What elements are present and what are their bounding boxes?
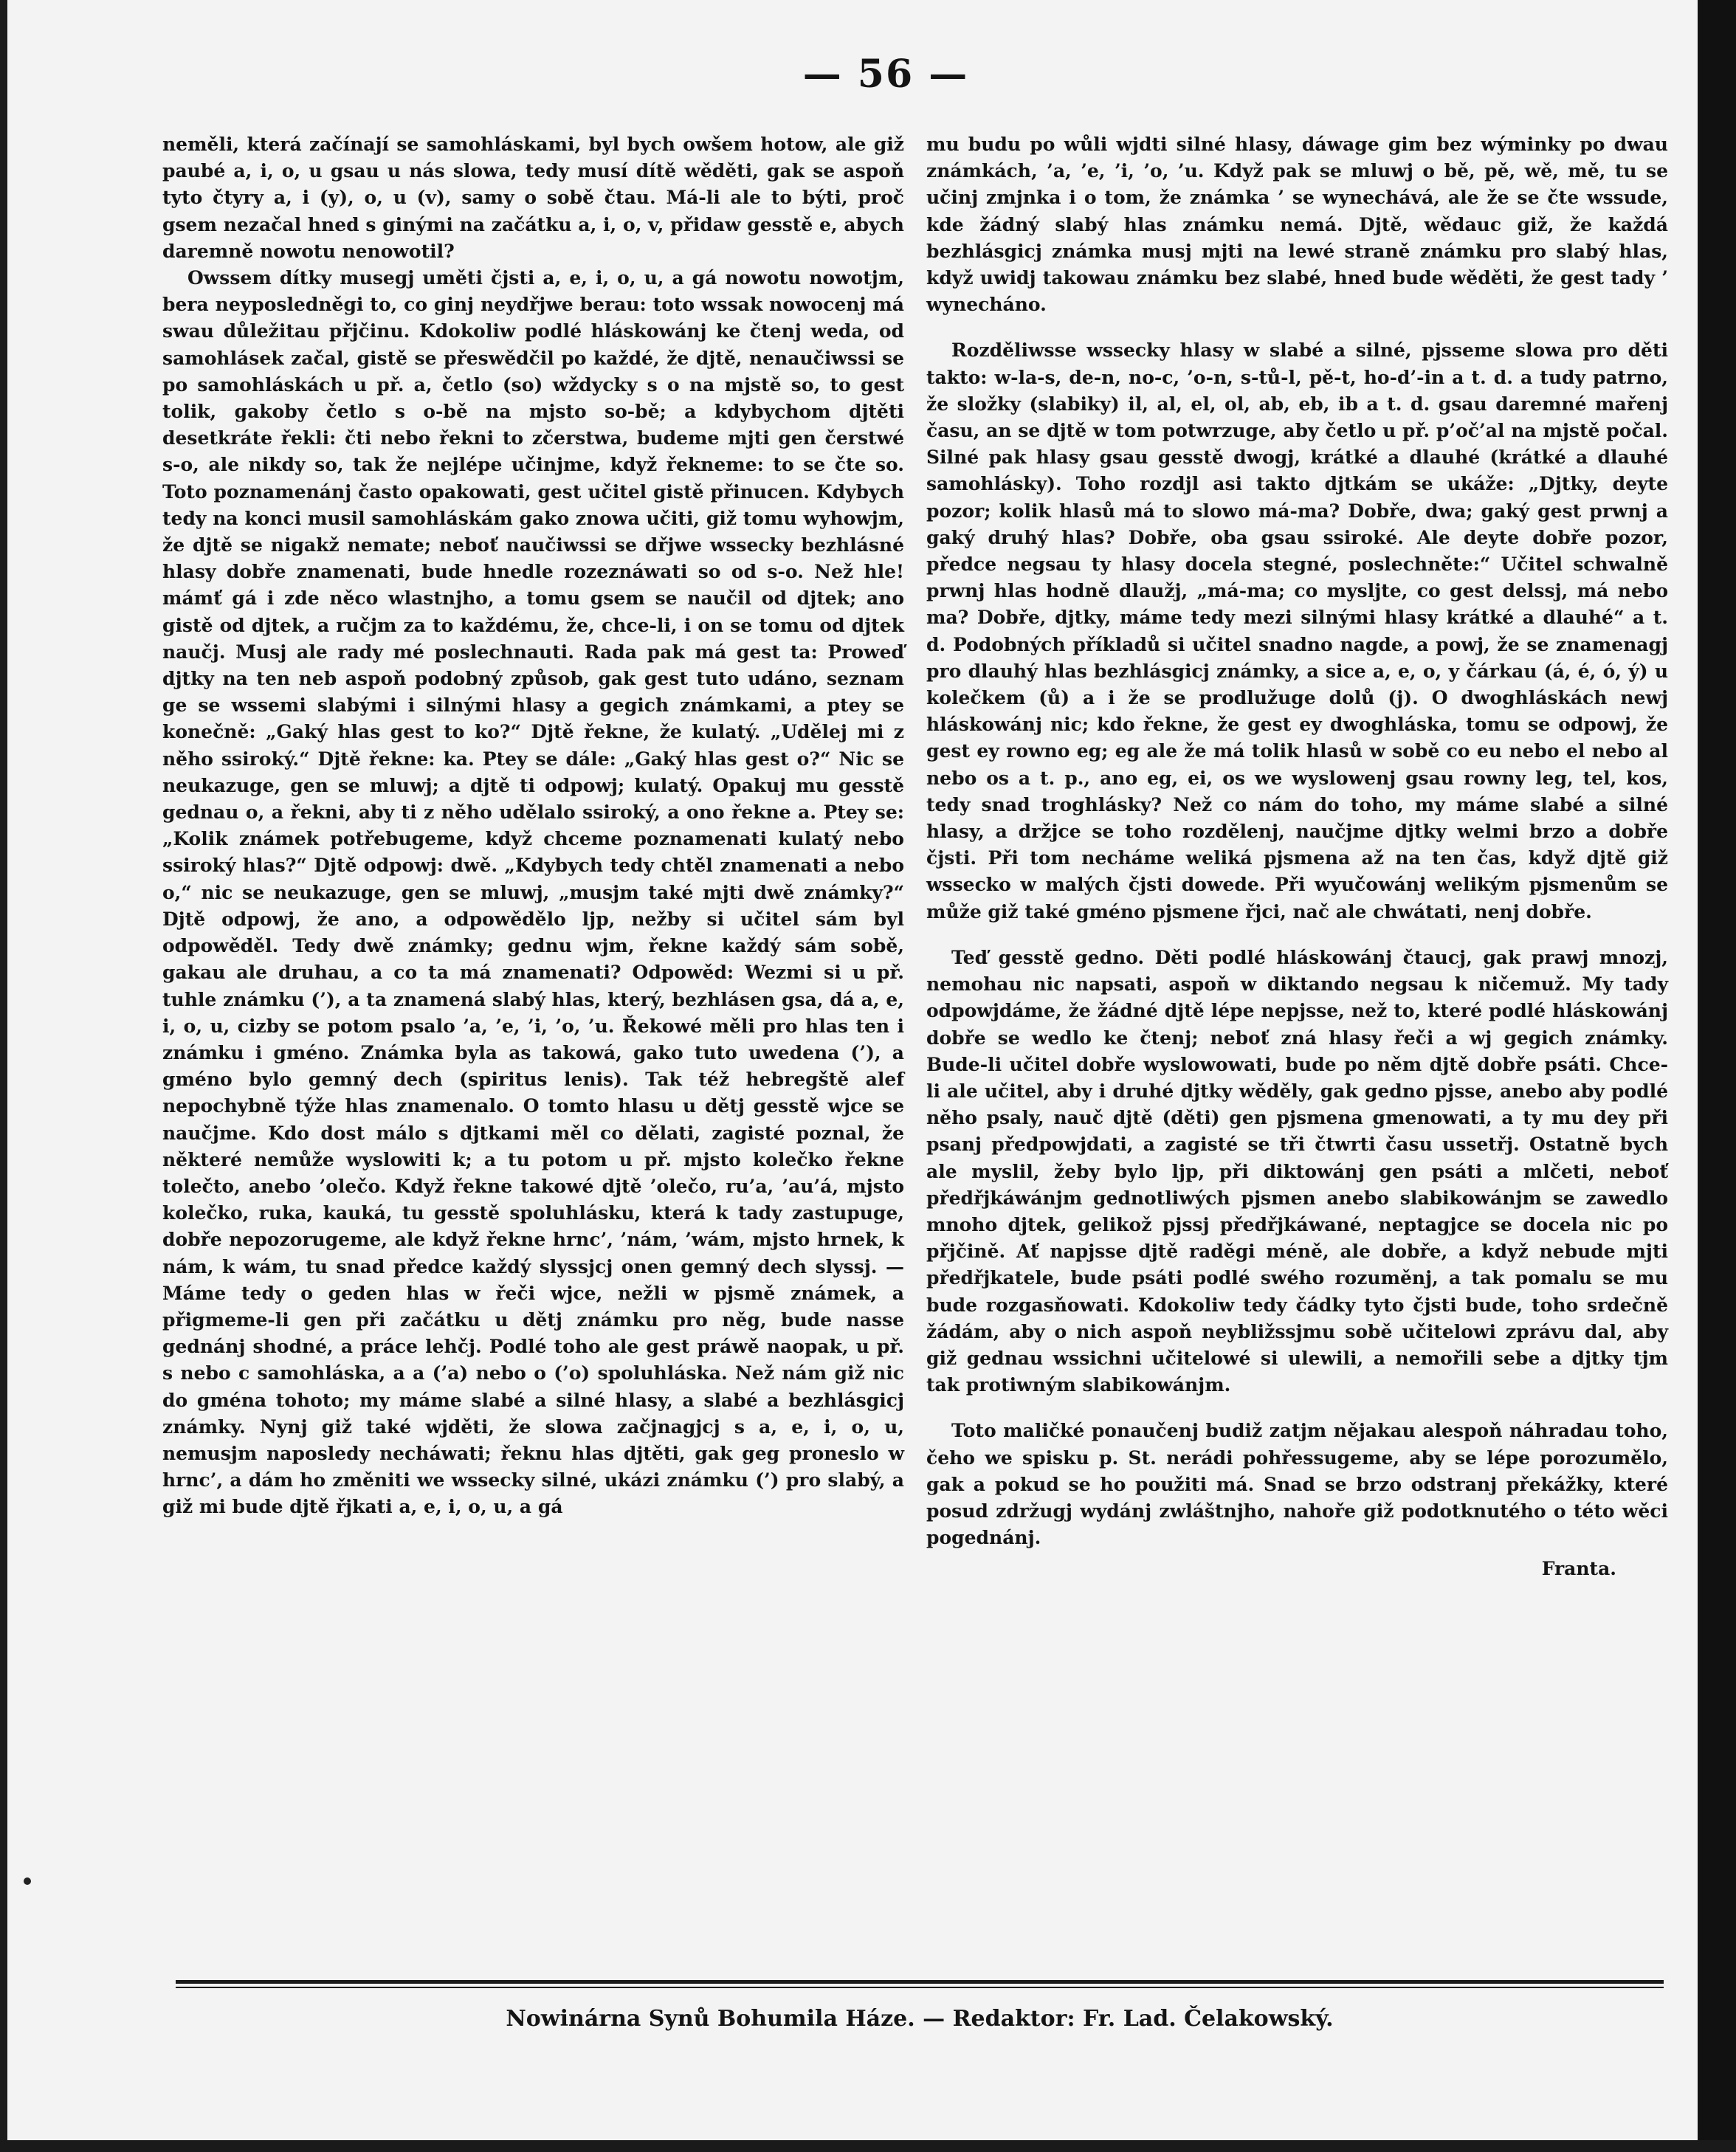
left-column [162,131,904,1521]
footer-rule-thin [176,1987,1664,1988]
paragraph: neměli, která začínají se samohláskami, byl bych owšem hotow, ale giž paubé a, i, o, u gsau u nás slowa, tedy musí dítě wěděti, gak se aspoň tyto čtyry a, i (y), o, u (v), samy o sobě čtau. Má-li ale to býti, proč gsem nezačal hned s ginými na začátku a, i, o, v, přidaw gesstě e, abych daremně nowotu nenowotil? [162,134,904,262]
page-number: — 56 — [802,52,969,97]
paragraph: mu budu po wůli wjdti silné hlasy, dáwage gim bez wýminky po dwau známkách, ’a, ’e, ’i, ’o, ’u. Když pak se mluwj o bě, pě, wě, mě, tu se učinj zmjnka i o tom, že známka ’ se wynechává, ale že se čte wssude, kde žádný slabý hlas známku nemá. Djtě, wědauc giž, že každá bezhlásgicj známka musj mjti na lewé straně známku pro slabý hlas, když uwidj takowau známku bez slabé, hned bude wěděti, že gest tady ’ wynecháno. [926,134,1668,316]
paragraph: Owssem dítky musegj uměti čjsti a, e, i, o, u, a gá nowotu nowotjm, bera neyposledněgi to, co ginj neydřjwe berau: toto wssak nowocenj má swau důležitau přjčinu. Kdokoliw podlé hláskowánj ke čtenj weda, od samohlásek začal, gistě se přeswědčil po každé, že djtě, nenaučiwssi se po samohláskách u př. a, četlo (so) wždycky s o na mjstě so, to gest tolik, gakoby četlo s o-bě na mjsto so-bě; a kdybychom djtěti desetkráte řekli: čti nebo řekni to zčerstwa, budeme mjti gen čerstwé s-o, ale nikdy so, tak že nejlépe učinjme, když řekneme: to se čte so. Toto poznamenánj často opakowati, gest učitel gistě přinucen. Kdybych tedy na konci musil samohláskám gako znowa učiti, giž tomu wyhowjm, že djtě se nigakž nemate; neboť naučiwssi se dřjwe wssecky bezhlásné hlasy dobře znamenati, bude hnedle rozeznáwati so od s-o. Než hle! mámť gá i zde něco wlastnjho, a tomu gsem se naučil od djtek; ano gistě od djtek, a ručjm za to každému, že, chce-li, i on se tomu od djtek naučj. Musj ale rady mé poslechnauti. Rada pak má gest ta: Proweď djtky na ten neb aspoň podobný způsob, gak gest tuto udáno, seznam ge se wssemi slabými i silnými hlasy a gegich známkami, a ptey se konečně: „Gaký hlas gest to ko?“ Djtě řekne, že kulatý. „Udělej mi z něho ssiroký.“ Djtě řekne: ka. Ptey se dále: „Gaký hlas gest o?“ Nic se neukazuge, gen se mluwj; a djtě ti odpowj; kulatý. Opakuj mu gesstě gednau o, a řekni, aby ti z něho udělalo ssiroký, a ono řekne a. Ptey se: „Kolik známek potřebugeme, když chceme poznamenati kulatý nebo ssiroký hlas?“ Djtě odpowj: dwě. „Kdybych tedy chtěl znamenati a nebo o,“ nic se neukazuge, gen se mluwj, „musjm také mjti dwě známky?“ Djtě odpowj, že ano, a odpowědělo ljp, nežby si učitel sám byl odpowěděl. Tedy dwě známky; gednu wjm, řekne každý sám sobě, gakau ale druhau, a co ta má znamenati? Odpowěd: Wezmi si u př. tuhle známku (’), a ta znamená slabý hlas, který, bezhlásen gsa, dá a, e, i, o, u, cizby se potom psalo ’a, ’e, ’i, ’o, ’u. Řekowé měli pro hlas ten i známku i gméno. Známka byla as takowá, gako tuto uwedena (’), a gméno bylo gemný dech (spiritus lenis). Tak též hebregště alef nepochybně týže hlas znamenalo. O tomto hlasu u dětj gesstě wjce se naučjme. Kdo dost málo s djtkami měl co dělati, zagisté poznal, že některé nemůže wyslowiti k; a tu potom u př. mjsto kolečko řekne tolečto, anebo ’olečo. Když řekne takowé djtě ’olečo, ru’a, ’au’á, mjsto kolečko, ruka, kauká, tu gesstě spoluhlásku, která k tady zastupuge, dobře nepozorugeme, ale když řekne hrnc’, ’nám, ’wám, mjsto hrnek, k nám, k wám, tu snad předce každý slyssjcj onen gemný dech slyssj. — Máme tedy o geden hlas w řeči wjce, nežli w pjsmě známek, a přigmeme-li gen při začátku u dětj známku pro něg, bude nasse gednánj shodné, a práce lehčj. Podlé toho ale gest práwě naopak, u př. s nebo c samohláska, a a (’a) nebo o (’o) spoluhláska. Než nám giž nic do gména tohoto; my máme slabé a silné hlasy, a slabé a bezhlásgicj známky. Nynj giž také wjděti, že slowa začjnagjcj s a, e, i, o, u, nemusjm naposledy necháwati; řeknu hlas djtěti, gak geg proneslo w hrnc’, a dám ho změniti we wssecky silné, ukázi známku (’) pro slabý, a giž mi bude djtě řjkati a, e, i, o, u, a gá [162,267,904,1518]
paragraph: Toto maličké ponaučenj budiž zatjm nějakau alespoň náhradau toho, čeho we spisku p. St. nerádi pohřessugeme, aby se lépe porozumělo, gak a pokud se ho použiti má. Snad se brzo odstranj překážky, které posud zdržugj wydánj zwláštnjho, nahoře giž podotknutého o této wěci pogednánj. [926,1420,1668,1549]
author-signature: Franta. [1541,1558,1616,1580]
paragraph: Rozděliwsse wssecky hlasy w slabé a silné, pjsseme slowa pro děti takto: w-la-s, de-n, no-c, ’o-n, s-tů-l, pě-t, ho-d’-in a t. d. a tudy patrno, že složky (slabiky) il, al, el, ol, ab, eb, ib a t. d. gsau daremné mařenj času, an se djtě w tom potwrzuge, aby četlo u př. p’oč’al na mjstě počal. Silné pak hlasy gsau gesstě dwogj, krátké a dlauhé (krátké a dlauhé samohlásky). Toho rozdjl asi takto djtkám se ukáže: „Djtky, deyte pozor; kolik hlasů má to slowo má-ma? Dobře, dwa; gaký gest prwnj a gaký druhý hlas? Dobře, oba gsau ssiroké. Ale deyte dobře pozor, předce negsau ty hlasy docela stegné, poslechněte:“ Učitel schwalně prwnj hlas hodně dlaužj, „má-ma; co mysljte, co gest delssj, má nebo ma? Dobře, djtky, máme tedy mezi silnými hlasy krátké a dlauhé“ a t. d. Podobných příkladů si učitel snadno nagde, a powj, že se znamenagj pro dlauhý hlas bezhlásgicj známky, a sice a, e, o, y čárkau (á, é, ó, ý) u kolečkem (ů) a i že se prodlužuge dolů (j). O dwoghláskách newj hláskowánj nic; kdo řekne, že gest ey dwoghláska, tomu se odpowj, že gest ey rowno eg; eg ale že má tolik hlasů w sobě co eu nebo el nebo al nebo os a t. p., ano eg, ei, os we wyslowenj gsau rowny leg, tel, kos, tedy snad troghlásky? Než co nám do toho, my máme slabé a silné hlasy, a držjce se toho rozdělenj, naučjme djtky welmi brzo a dobře čjsti. Při tom necháme weliká pjsmena až na ten čas, když djtě giž wssecko w malých čjsti dowede. Při wyučowánj welikým pjsmenům se může giž také gméno pjsmene řjci, nač ale chwátati, nenj dobře. [926,339,1668,922]
paragraph: Teď gesstě gedno. Děti podlé hláskowánj čtaucj, gak prawj mnozj, nemohau nic napsati, aspoň w diktando negsau k ničemuž. My tady odpowjdáme, že žádné djtě lépe nepjsse, než to, které podlé hláskowánj dobře se wedlo ke čtenj; neboť zná hlasy řeči a wj gegich známky. Bude-li učitel dobře wyslowowati, bude po něm djtě dobře psáti. Chce-li ale učitel, aby i druhé djtky wěděly, gak gedno pjsse, anebo aby podlé něho psaly, nauč djtě (děti) gen pjsmena gmenowati, a ty mu dey při psanj předpowjdati, a zagisté se tři čtwrti času ussetřj. Ostatně bych ale myslil, žeby bylo ljp, při diktowánj gen psáti a mlčeti, neboť předřjkáwánjm gednotliwých pjsmen anebo slabikowánjm se zawedlo mnoho djtek, gelikož pjssj předřjkáwané, neptagjce se docela nic po přjčině. Ať napjsse djtě raděgi méně, ale dobře, a když nebude mjti předřjkatele, bude psáti podlé swého rozuměnj, a tak pomalu se mu bude rozgasňowati. Kdokoliw tedy čádky tyto čjsti bude, toho srdečně žádám, aby o nich aspoň neybližssjmu sobě učitelowi zprávu dal, aby giž gednau wssichni učitelowé si ulewili, a nemořili sebe a djtky tjm tak protiwným slabikowánjm. [926,946,1668,1396]
margin-mark [24,1877,31,1885]
scan-border-bottom [0,2140,1736,2152]
scan-border-right [1698,0,1736,2152]
footer-rule [176,1980,1664,1984]
right-column [926,131,1668,1583]
scan-border-left [0,0,7,2152]
imprint-line: Nowinárna Synů Bohumila Háze. — Redaktor: Fr. Lad. Čelakowský. [506,2006,1334,2032]
